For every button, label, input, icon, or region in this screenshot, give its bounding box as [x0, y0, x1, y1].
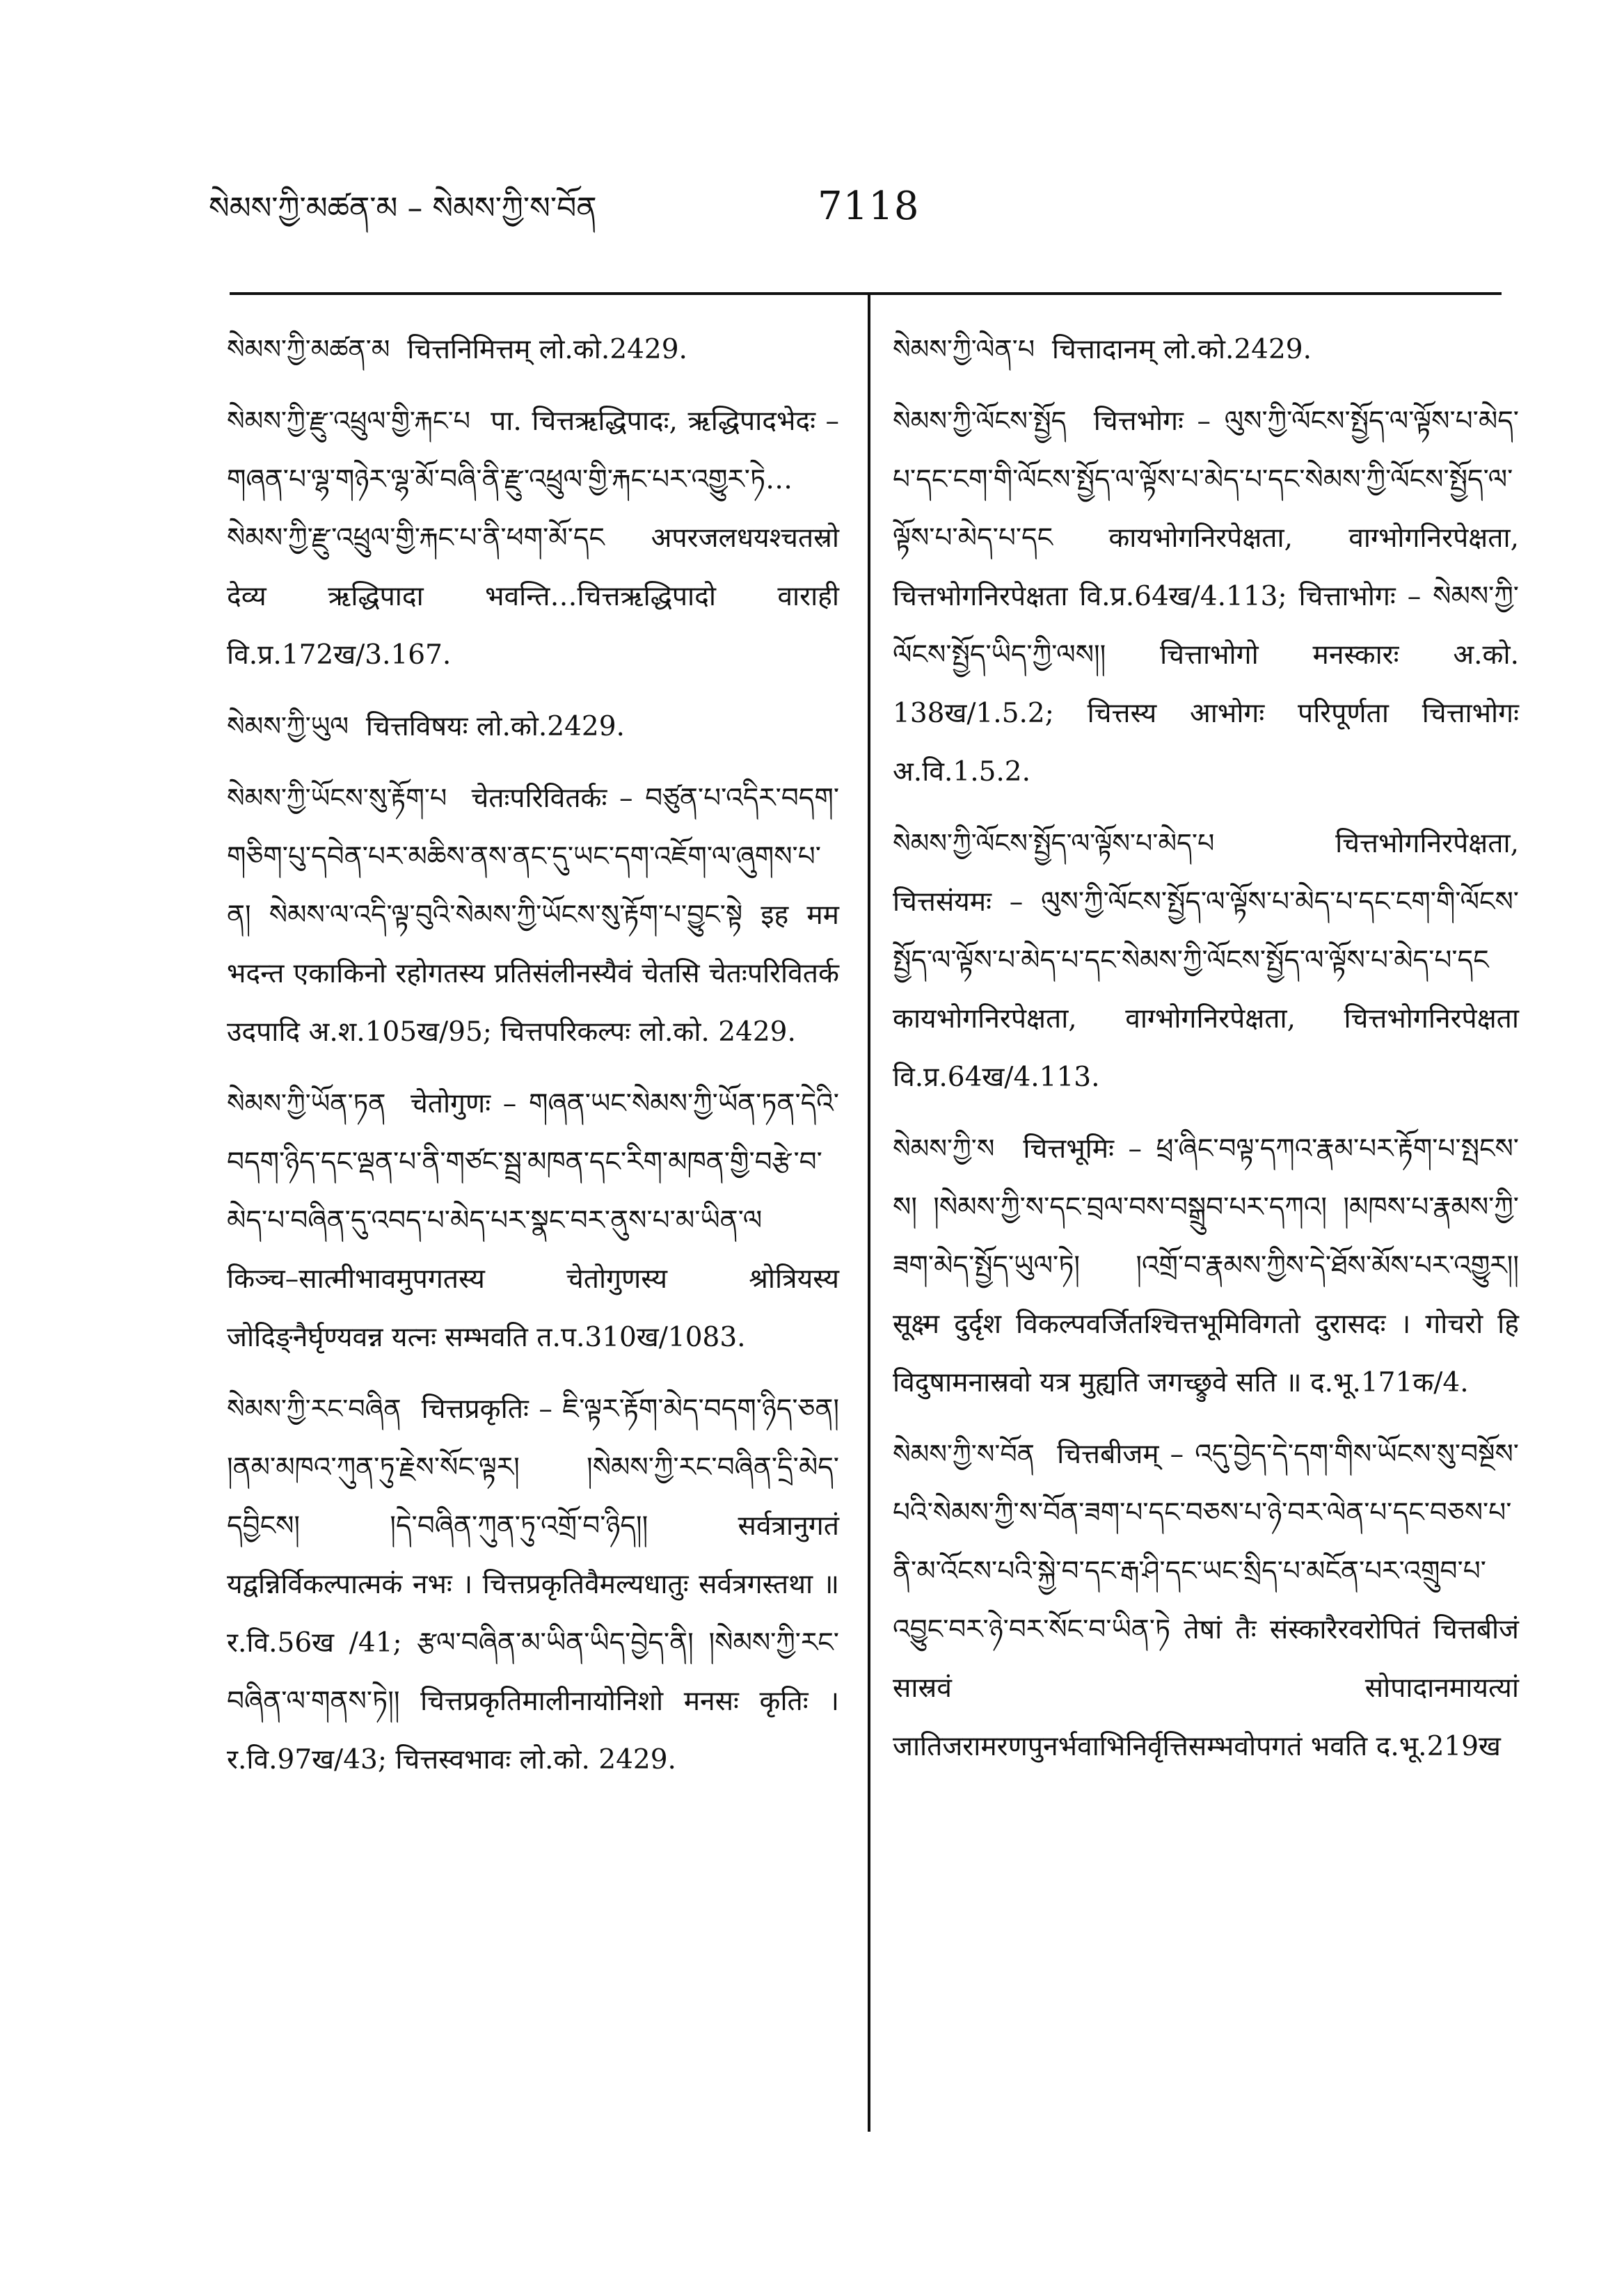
entry-text: चेतोगुणः – གཞན་ཡང་སེམས་ཀྱི་ཡོན་ཏན་དེའི་བདག་ཉིད་དང་ལྡན་པ་ནི་གཙང་སྦྲ་མཁན་དང་རིག་མཁན་གྱི་བརྩེ་བ་མེད་པ་བཞིན་དུ་འབད་པ་མེད་པར་སྣང་བར་ནུས་པ་མ་ཡིན་ལ किञ्च–सात्मीभावमुपगतस्य चेतोगुणस्य श्रोत्रियस्य जोदिङ्नैर्घृण्यवन्न यत्नः सम्भवति त.प.310ख/1083.: [227, 1088, 839, 1353]
column-divider: [868, 295, 870, 2132]
running-head: སེམས་ཀྱི་མཚན་མ – སེམས་ཀྱི་ས་བོན: [209, 191, 597, 226]
entry-text: चित्तभोगनिरपेक्षता, चित्तसंयमः – ལུས་ཀྱི་ལོངས་སྤྱོད་ལ་ལྟོས་པ་མེད་པ་དང་ངག་གི་ལོངས་སྤྱོད་ལ་ལྟོས་པ་མེད་པ་དང་སེམས་ཀྱི་ལོངས་སྤྱོད་ལ་ལྟོས་པ་མེད་པ་དང कायभोगनिरपेक्षता, वाग्भोगनिरपेक्षता, चित्तभोगनिरपेक्षता वि.प्र.64ख/4.113.: [893, 828, 1519, 1093]
left-column: [227, 320, 839, 1802]
entry-headword: སེམས་ཀྱི་ས་བོན: [893, 1439, 1035, 1469]
entry-headword: སེམས་ཀྱི་ལོངས་སྤྱོད: [893, 406, 1067, 436]
entry-text: चित्तादानम् लो.को.2429.: [1051, 334, 1312, 365]
entry-text: चित्तबीजम् – འདུ་བྱེད་དེ་དག་གིས་ཡོངས་སུ་བསྔོས་པའི་སེམས་ཀྱི་ས་བོན་ཟག་པ་དང་བཅས་པ་ཉེ་བར་ལེན་པ་དང་བཅས་པ་ནི་མ་འོངས་པའི་སྐྱེ་བ་དང་རྒ་ཤི་དང་ཡང་སྲིད་པ་མངོན་པར་འགྲུབ་པ་འབྱུང་བར་ཉེ་བར་སོང་བ་ཡིན་ཏེ तेषां तैः संस्कारैरवरोपितं चित्तबीजं सास्रवं सोपादानमायत्यां जातिजरामरणपुनर्भवाभिनिर्वृत्तिसम्भवोपगतं भवति द.भू.219ख: [893, 1439, 1519, 1762]
dictionary-entry: [893, 814, 1519, 1107]
dictionary-entry: [227, 320, 839, 379]
dictionary-entry: [893, 1119, 1519, 1412]
right-column: [893, 320, 1519, 1789]
dictionary-entry: [893, 392, 1519, 801]
dictionary-entry: [893, 320, 1519, 379]
entry-text: चित्तभोगः – ལུས་ཀྱི་ལོངས་སྤྱོད་ལ་ལྟོས་པ་མེད་པ་དང་ངག་གི་ལོངས་སྤྱོད་ལ་ལྟོས་པ་མེད་པ་དང་སེམས་ཀྱི་ལོངས་སྤྱོད་ལ་ལྟོས་པ་མེད་པ་དང कायभोगनिरपेक्षता, वाग्भोगनिरपेक्षता, चित्तभोगनिरपेक्षता वि.प्र.64ख/4.113; चित्ताभोगः – སེམས་ཀྱི་ལོངས་སྤྱོད་ཡིད་ཀྱི་ལས།། चित्ताभोगो मनस्कारः अ.को. 138ख/1.5.2; चित्तस्य आभोगः परिपूर्णता चित्ताभोगः अ.वि.1.5.2.: [893, 406, 1519, 788]
header-rule: [230, 292, 1502, 295]
dictionary-entry: [227, 769, 839, 1062]
entry-text: चित्तप्रकृतिः – ཇི་ལྟར་རྟོག་མེད་བདག་ཉིད་ཅན། །ནམ་མཁའ་ཀུན་ཏུ་རྗེས་སོང་ལྟར། །སེམས་ཀྱི་རང་བཞིན་དྲི་མེད་དབྱིངས། །དེ་བཞིན་ཀུན་ཏུ་འགྲོ་བ་ཉིད།། सर्वत्रानुगतं यद्वन्निर्विकल्पात्मकं नभः । चित्तप्रकृतिवैमल्यधातुः सर्वत्रगस्तथा ॥ र.वि.56ख /41; རྩལ་བཞིན་མ་ཡིན་ཡིད་བྱེད་ནི། །སེམས་ཀྱི་རང་བཞིན་ལ་གནས་ཏེ།། चित्तप्रकृतिमालीनायोनिशो मनसः कृतिः । र.वि.97ख/43; चित्तस्वभावः लो.को. 2429.: [227, 1394, 839, 1775]
entry-text: चित्तविषयः लो.को.2429.: [365, 711, 625, 742]
dictionary-entry: [227, 392, 839, 685]
entry-headword: སེམས་ཀྱི་ལོངས་སྤྱོད་ལ་ལྟོས་པ་མེད་པ: [893, 828, 1215, 859]
entry-text: चेतःपरिवितर्कः – བཙུན་པ་འདིར་བདག་གཅིག་པུ་དབེན་པར་མཆིས་ནས་ནང་དུ་ཡང་དག་འཇོག་ལ་ཞུགས་པ་ན། སེམས་ལ་འདི་ལྟ་བུའི་སེམས་ཀྱི་ཡོངས་སུ་རྟོག་པ་བྱུང་སྟེ इह मम भदन्त एकाकिनो रहोगतस्य प्रतिसंलीनस्यैवं चेतसि चेतःपरिवितर्क उदपादि अ.श.105ख/95; चित्तपरिकल्पः लो.को. 2429.: [227, 783, 840, 1048]
entry-text: चित्तभूमिः – ཕྲ་ཞིང་བལྟ་དཀའ་རྣམ་པར་རྟོག་པ་སྤངས་ས། །སེམས་ཀྱི་ས་དང་བྲལ་བས་བསྒྲུབ་པར་དཀའ། །མཁས་པ་རྣམས་ཀྱི་ཟག་མེད་སྤྱོད་ཡུལ་ཏེ། །འགྲོ་བ་རྣམས་ཀྱིས་དེ་ཐོས་མོས་པར་འགྱུར།། सूक्ष्म दुर्दृश विकल्पवर्जितश्चित्तभूमिविगतो दुरासदः । गोचरो हि विदुषामनास्रवो यत्र मुह्यति जगच्छ्रुवे सति ॥ द.भू.171क/4.: [893, 1133, 1519, 1398]
entry-headword: སེམས་ཀྱི་ལེན་པ: [893, 334, 1035, 365]
entry-headword: སེམས་ཀྱི་ས: [893, 1133, 995, 1164]
entry-headword: སེམས་ཀྱི་རང་བཞིན: [227, 1394, 401, 1424]
dictionary-entry: [227, 1380, 839, 1789]
entry-headword: སེམས་ཀྱི་མཚན་མ: [227, 334, 390, 365]
dictionary-entry: [227, 1074, 839, 1367]
entry-text: चित्तनिमित्तम् लो.को.2429.: [407, 334, 687, 365]
entry-headword: སེམས་ཀྱི་ཡུལ: [227, 711, 349, 742]
entry-headword: སེམས་ཀྱི་ཡོངས་སུ་རྟོག་པ: [227, 783, 447, 813]
entry-headword: སེམས་ཀྱི་ཡོན་ཏན: [227, 1088, 386, 1119]
dictionary-entry: [227, 697, 839, 756]
dictionary-entry: [893, 1425, 1519, 1776]
entry-text: पा. चित्तऋद्धिपादः, ऋद्धिपादभेदः – གཞན་པ་ལྷ་གཉེར་ལྷ་མོ་བཞི་ནི་རྫུ་འཕྲུལ་གྱི་རྐང་པར་འགྱུར་ཏེ…སེམས་ཀྱི་རྫུ་འཕྲུལ་གྱི་རྐང་པ་ནི་ཕག་མོ་དང अपरजलधयश्चतस्रो देव्य ऋद्धिपादा भवन्ति…चित्तऋद्धिपादो वाराही वि.प्र.172ख/3.167.: [227, 406, 840, 671]
entry-headword: སེམས་ཀྱི་རྫུ་འཕྲུལ་གྱི་རྐང་པ: [227, 406, 471, 436]
page-number: 7118: [818, 184, 920, 229]
